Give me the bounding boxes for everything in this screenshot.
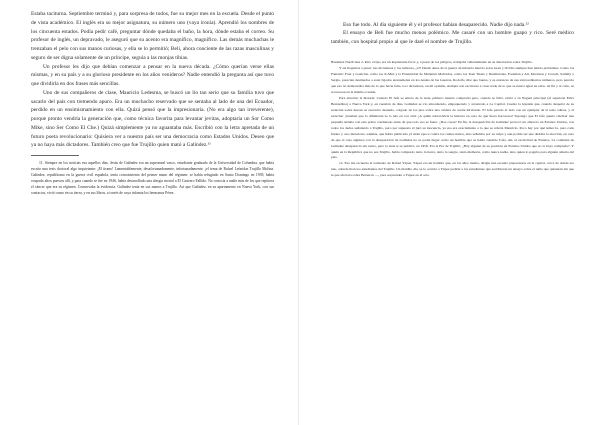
footnote-11: 11. Siempre en los noticias esa aquellos días. Jesús de Galíndez era un supermeal vasco, estudiante graduado de la Universidad de Columbia, que había escrito una tesis doctoral algo inquietante: ¡El tirano! Lamentablemente, desafortunadamente, infortunadamente, ¡el tema de Rafael Leónidas Trujillo Molina. Galíndez, republicano en la guerra civil española, tenía conocimiento del primer mano del régimen: se había refugiado en Santo Domingo en 1939, había ocupado altos puestos allí, y para cuando se fue en 1946, había desarrollado una alergia mortal a El Castrero Fallido. No conocía a nadie más de los que repitiera el cáncer que era su régimen. Conservaba la evidencia. Galíndez tenía en sus manos a Trujillo. Así que Galíndez, en su apartamento en Nueva York, con sus contactos, vivió como en su tierra, y en sus libros, a través de cuya infamia los hermanos Pérez. <box>31 161 274 196</box>
footnote-rule <box>31 155 79 156</box>
right-paragraph-2: El ensayo de Beli fue mucho menos polémico. Me casaré con un hombre guapo y rico. Seré médico también, con hospital propio al que le daré el nombre de Trujillo. <box>331 30 574 45</box>
left-paragraph-1: Estaba taciturna. Septiembre terminó y, para sorpresa de todos, fue su mejor mes en la escuela. Desde el punto de vista académico. El inglés era su mejor asignatura, su número uno (vaya ironía). Aprendió los nombres de los cincuenta estados. Podía pedir café, preguntar dónde quedaba el baño, la hora, dónde estaba el correo. Su profesor de inglés, un depravado, le aseguró que su acento era magnífico, magnífico. Las demás muchachas le trenzaban el pelo con sus manos curiosas, y ella se lo permitió; Beli, ahora conciente de las razas masculinas y seguro de ser digna solamente de un príncipe, seguía a las monjas tibias. <box>31 11 274 61</box>
left-paragraph-3: Uno de sus compañeros de clase, Mauricio Ledesma, se buscó un lío tan serio que su familia tuvo que sacarlo del país con tremendo apuro. Era un muchacho reservado que se sentaba al lado de una del Ecuador, perdido en un ensimismamiento con ella. Quizá pensó que la impresionaría. (No era algo tan irreverente), porque pronto vendría la generación que, como técnica favorita para levantar jevitas, adoptaría un Sor Como Mike, sino Ser Como El Che.) Quizá simplemente ya no aguantaba más. Escribió con la letra apretada de un futuro poeta revolucionario: Quisiera ver a nuestro país ser una democracia como Estados Unidos. Deseo que ya no haya más dictadores. También creo que fue Trujillo quien mató a Galíndez.¹¹ <box>31 89 274 149</box>
left-body-text <box>31 10 274 150</box>
footnote-paragraph-2: Y así llegamos a pesar: sus dictaduras y los rumores, ¿el? Desde antes de la guerra de infancia mezcla estos Gran y Ovidio siempre han tenido problemas. Como los Fantastic Four y Galactus, como los X-Men y la Fraternidad de Mutantes Malvados, como los Teen Titans y Deathstroke, Foreman y Ali, Morrison y Crouch, Sammy y Sergio, parecían destinados a estar ligados eternamente en los Andes de las Guerras. Rodolfo dice que bueno, y es entonces de sus extraordinarios números, pero parecía que eso no demostraba más de lo que hacía falta. Los dictadores, en mi opinión, siempre son escritores a creer nada de lo que se nunca igual en ellos. Al fin y al cabo, se reconocen en la misma ocasión. <box>331 66 574 94</box>
footnote-paragraph-3: Para abreviar la historia: Cuando El Jefe se enteró de la tesis, primero intentó comprarla pero, cuando se falló, envió a su Nagual principal (el sepulcral Felix Bernardino) a Nueva York y, en cuestión de días, Galíndez se vio amordazado, empaquetado y arrastrado a La Capital. Cuenta la leyenda que, cuando despertó de su sedación sobre heroes se encontró desnudo, colgado de los pies sobre una caldera de aceite hirviendo. El Jefe parado al lado con un ejemplar de la tesis odiosa, y al escuchar ¡trataban que lo difamaran se lo leía en voz alta! ¿A quién sobreviviría la historia en caso de que fuera horrorosa? Supongo que El Jefe quería celebrar una pequeña tertulia con este pobre condenado antes de que todo eso se fuera. ¿Dos casos? En fin, la desaparición de Galíndez provocó un alboroto en Estados Unidos, con todos los dedos señalando a Trujillo, pero por supuesto él juró su inocencia, ya eso era exactamente a lo que se refería Mauricio. Poco hay por qué temer fe, pero cada fulano y otro mencionó, además, que había publicado ya mala época contra los cuales nunca, sino señalaba por su culpa y aun podría ser que dudaba la elección, en caso de que el caso siguiera con la desaparición de Galíndez no se podía llegar como un hombre que se había vendido Todo. Ah, el esclavitud de Estados. La comisión de Galíndez desapareció sin rastro, pero la tesis sí se publicó, en 1956, Era la Era de Trujillo; ¿Hay alguien de su posición en Estados Unidos que no la haya comprado?, Y quién en la República que no sea Trujillo, había comprado tanto la tierra, tanto la sangre, tanta memoria, como nunca nadie, sino quien lo pagaba para alguien amaría del país. <box>331 95 574 160</box>
right-body-text <box>331 21 574 46</box>
left-footnotes <box>31 160 274 196</box>
right-paragraph-1: Eso fue todo. Al día siguiente él y el profesor habían desaparecido. Nadie dijo nada.¹² <box>343 22 529 28</box>
footnote-continuation: Banamex NardClase 2. Pero el tipo era un inquietante favor y, a pesar de los peligros, trabajaba valientemente en su disertación sobre Trujillo. <box>331 60 533 65</box>
right-page <box>300 0 600 425</box>
left-paragraph-2: Un profesor les dijo que debían comenzar a pensar en la nueva década. ¿Cómo querían verse ellas mismas, y en su país y a su glorioso presidente en los años venideros? Nadie entendió la pregunta así que tuvo que dividirla en dos frases más sencillas. <box>31 63 274 87</box>
footnote-12: 12. Eso me recuerda el tormento de Rafael Yépez. Yépez era un hombre que, en los años treinta, dirigía una escuela preparatoria en la capital, cerca de donde era uno, adonde iban los estudiantes del Trujillo. Un maldito día, se le ocurrió a Yépez pedirle a los estudiantes que escribieran un ensayo sobre el tema que quisieran sin que le que afectara sobre Betancur —, para sorprender a Yépez en el acto. <box>331 161 574 178</box>
right-footnotes <box>331 60 574 179</box>
